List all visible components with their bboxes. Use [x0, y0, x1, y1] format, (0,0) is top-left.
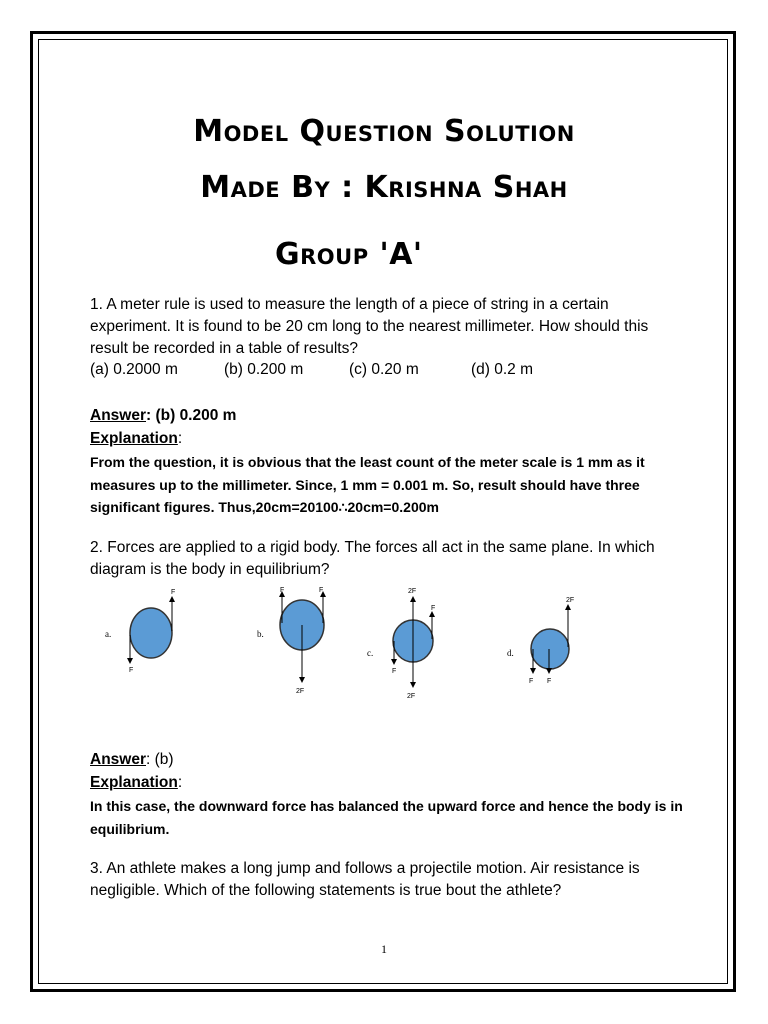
question-2 — [90, 537, 690, 581]
answer-label: Answer — [90, 407, 146, 424]
option-d: (d) 0.2 m — [471, 361, 534, 378]
diagram-b — [257, 587, 324, 695]
question-2-answer — [90, 749, 174, 771]
question-3-text: 3. An athlete makes a long jump and follows a projectile motion. Air resistance is negligible. Which of the following statements is true bout the athlete? — [90, 860, 640, 899]
question-1-explanation: From the question, it is obvious that the least count of the meter scale is 1 mm as it measures up to the millimeter. Since, 1 mm = 0.001 m. So, result should have three significant figures. Thus,20cm=20100∴20cm=0.200m — [90, 454, 645, 515]
force-label: F — [280, 587, 285, 594]
question-3 — [90, 858, 690, 902]
document-title: Model Question Solution — [193, 114, 575, 149]
force-label: 2F — [407, 693, 416, 700]
diagram-d — [507, 597, 574, 685]
diagram-b-label: b. — [257, 629, 264, 639]
rigid-body-circle — [531, 629, 569, 669]
question-1-explanation-label: Explanation: — [90, 430, 183, 447]
rigid-body-circle — [130, 608, 172, 658]
option-b: (b) 0.200 m — [224, 361, 304, 378]
diagram-a — [105, 589, 175, 674]
diagram-c-label: c. — [367, 648, 374, 658]
force-label: F — [392, 668, 397, 675]
force-label: F — [529, 678, 534, 685]
document-author: Made By : Krishna Shah — [200, 170, 568, 205]
answer-value: : (b) — [146, 751, 174, 768]
option-c: (c) 0.20 m — [349, 361, 419, 378]
force-label: 2F — [566, 597, 575, 604]
diagram-c — [367, 588, 435, 700]
force-label: 2F — [408, 588, 417, 595]
force-label: F — [431, 605, 436, 612]
explanation-label: Explanation — [90, 774, 178, 791]
force-label: 2F — [296, 688, 305, 695]
question-1-text: 1. A meter rule is used to measure the length of a piece of string in a certain experiment. It is found to be 20 cm long to the nearest millimeter. How should this result be recorded in a table of results? — [90, 296, 649, 357]
answer-value: : (b) 0.200 m — [146, 407, 237, 424]
question-2-text: 2. Forces are applied to a rigid body. The forces all act in the same plane. In which diagram is the body in equilibrium? — [90, 539, 655, 578]
question-2-explanation-label: Explanation: — [90, 774, 183, 791]
question-1 — [90, 294, 690, 360]
diagram-d-label: d. — [507, 648, 514, 658]
explanation-label: Explanation — [90, 430, 178, 447]
force-diagrams — [95, 585, 615, 705]
force-label: F — [319, 587, 324, 594]
diagram-a-label: a. — [105, 629, 112, 639]
question-2-explanation: In this case, the downward force has balanced the upward force and hence the body is in equilibrium. — [90, 798, 683, 837]
group-heading: Group 'A' — [275, 237, 423, 272]
question-1-answer — [90, 405, 236, 427]
force-label: F — [129, 667, 134, 674]
page-number: 1 — [381, 942, 387, 956]
force-label: F — [171, 589, 176, 596]
option-a: (a) 0.2000 m — [90, 361, 178, 378]
force-label: F — [547, 678, 552, 685]
question-1-options — [90, 361, 710, 383]
answer-label: Answer — [90, 751, 146, 768]
